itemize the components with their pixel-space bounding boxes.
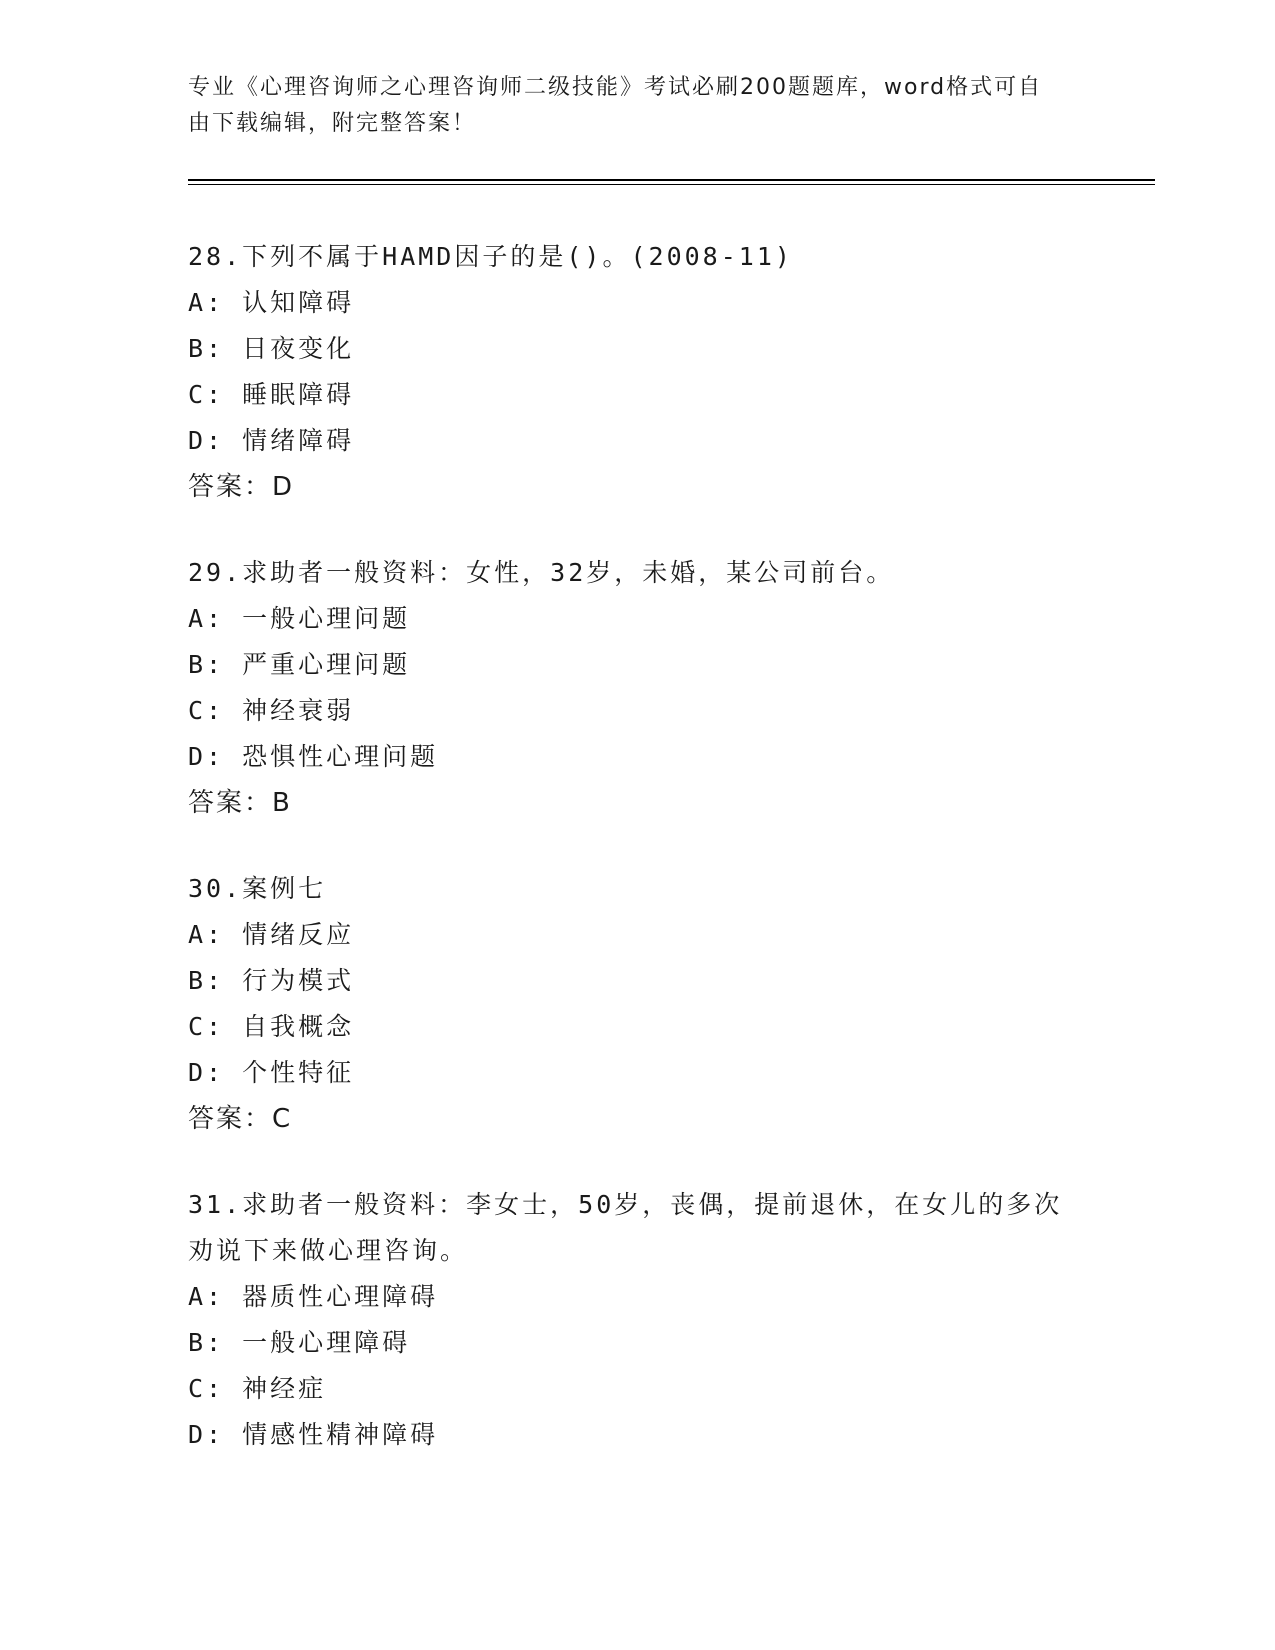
option-d: D: 情感性精神障碍 bbox=[188, 1420, 439, 1449]
header-line-1: 专业《心理咨询师之心理咨询师二级技能》考试必刷200题题库，word格式可自 bbox=[188, 75, 1043, 100]
answer: 答案：C bbox=[188, 1104, 293, 1134]
header-divider-thin bbox=[188, 184, 1155, 185]
option-a: A: 情绪反应 bbox=[188, 920, 355, 949]
option-d: D: 情绪障碍 bbox=[188, 426, 355, 455]
question-30 bbox=[188, 866, 1108, 1142]
question-stem-line-2: 劝说下来做心理咨询。 bbox=[188, 1236, 469, 1265]
question-stem: 30.案例七 bbox=[188, 874, 327, 903]
option-b: B: 严重心理问题 bbox=[188, 650, 411, 679]
option-d: D: 恐惧性心理问题 bbox=[188, 742, 439, 771]
option-c: C: 睡眠障碍 bbox=[188, 380, 355, 409]
question-list bbox=[188, 234, 1108, 1498]
option-a: A: 认知障碍 bbox=[188, 288, 355, 317]
question-stem: 29.求助者一般资料：女性，32岁，未婚，某公司前台。 bbox=[188, 558, 895, 587]
question-28 bbox=[188, 234, 1108, 510]
option-b: B: 行为模式 bbox=[188, 966, 355, 995]
option-a: A: 一般心理问题 bbox=[188, 604, 411, 633]
header-line-2: 由下载编辑，附完整答案！ bbox=[188, 111, 477, 136]
answer: 答案：D bbox=[188, 472, 295, 502]
question-31 bbox=[188, 1182, 1108, 1458]
option-d: D: 个性特征 bbox=[188, 1058, 355, 1087]
option-b: B: 日夜变化 bbox=[188, 334, 355, 363]
document-header bbox=[188, 70, 1068, 142]
option-b: B: 一般心理障碍 bbox=[188, 1328, 411, 1357]
question-stem: 28.下列不属于HAMD因子的是()。(2008-11) bbox=[188, 242, 793, 271]
header-divider-thick bbox=[188, 179, 1155, 181]
answer: 答案：B bbox=[188, 788, 292, 818]
option-c: C: 神经症 bbox=[188, 1374, 327, 1403]
question-stem-line-1: 31.求助者一般资料：李女士，50岁，丧偶，提前退休，在女儿的多次 bbox=[188, 1190, 1063, 1219]
option-c: C: 神经衰弱 bbox=[188, 696, 355, 725]
question-29 bbox=[188, 550, 1108, 826]
option-a: A: 器质性心理障碍 bbox=[188, 1282, 439, 1311]
option-c: C: 自我概念 bbox=[188, 1012, 355, 1041]
